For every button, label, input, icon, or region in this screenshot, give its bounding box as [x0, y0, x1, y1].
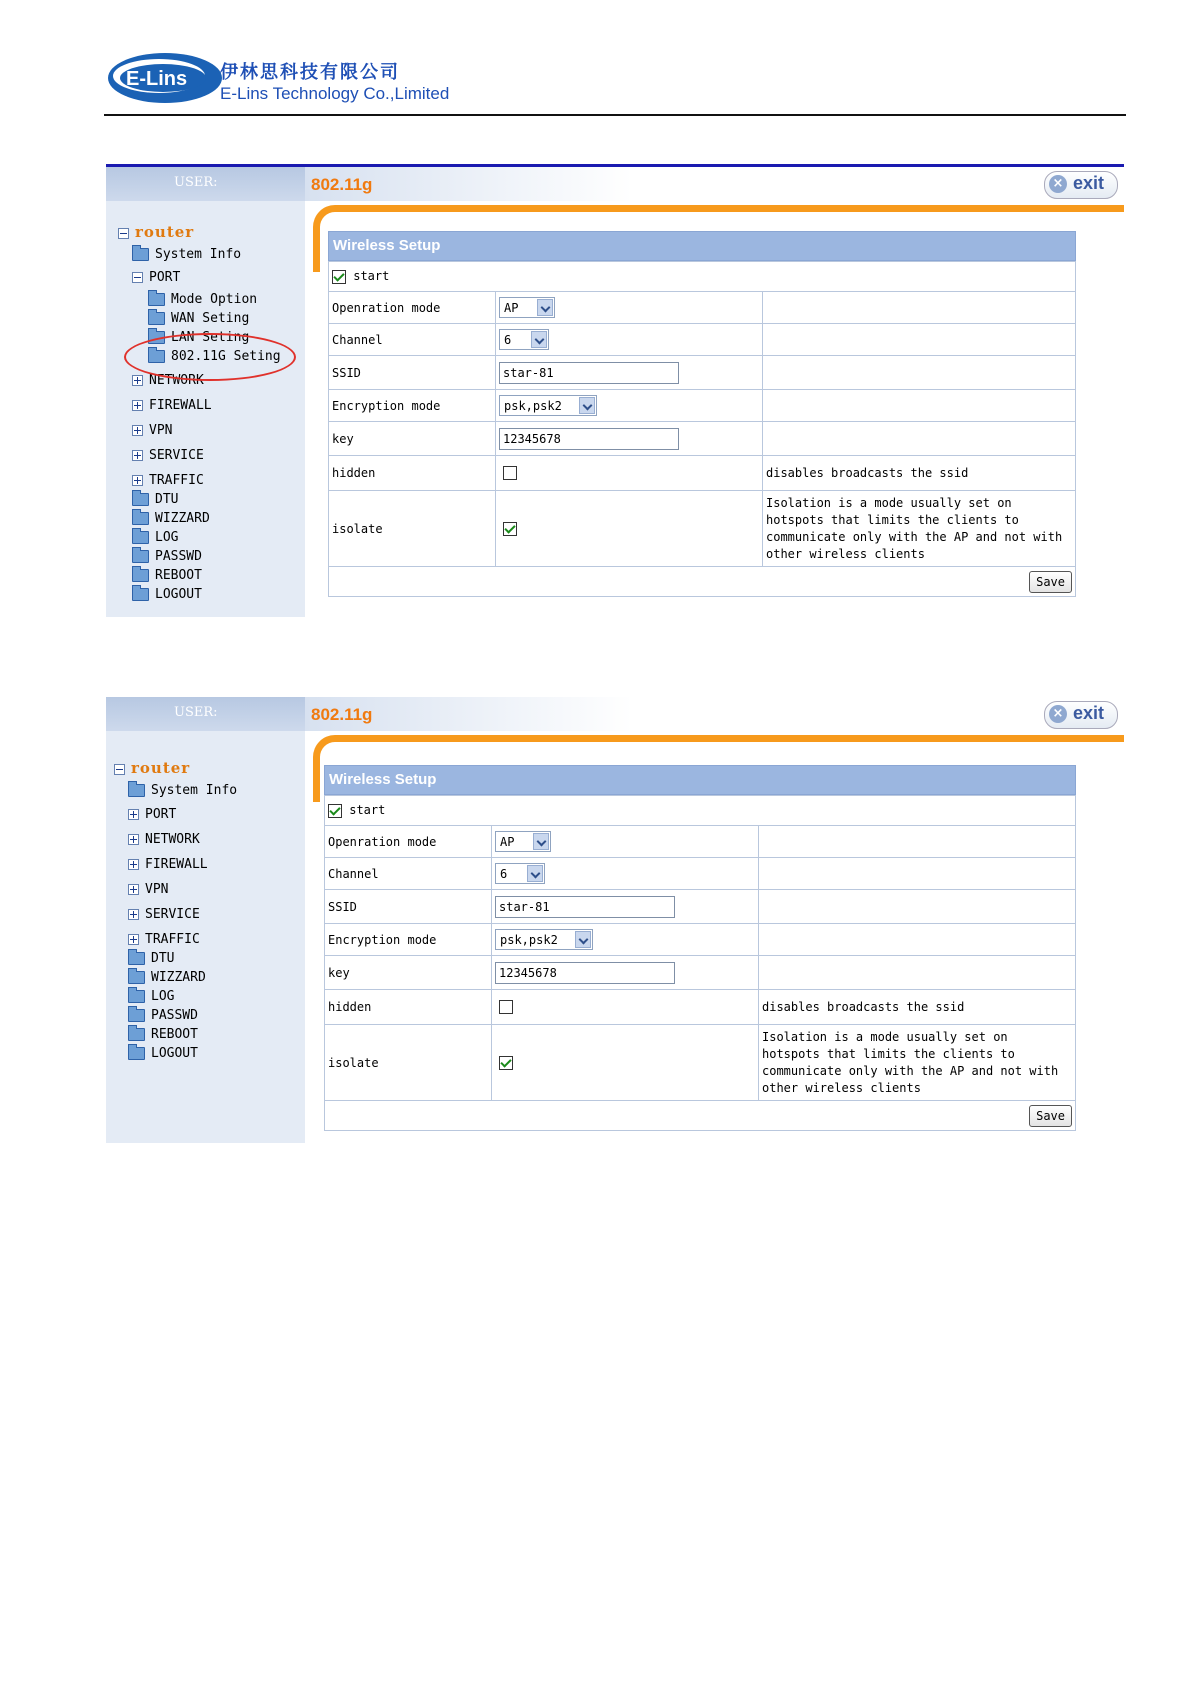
wireless-form — [328, 261, 1076, 597]
company-name-en: E-Lins Technology Co.,Limited — [220, 84, 450, 103]
hidden-label: hidden — [325, 990, 492, 1025]
tree-item-port[interactable]: PORT — [128, 806, 176, 824]
tree-item-802-11g-seting[interactable]: 802.11G Seting — [148, 348, 281, 366]
channel-select[interactable]: 6 — [499, 329, 549, 350]
start-row — [329, 262, 1076, 292]
exit-label: exit — [1073, 703, 1105, 723]
folder-icon — [148, 293, 165, 306]
collapse-icon[interactable] — [132, 272, 143, 283]
ssid-label: SSID — [325, 890, 492, 924]
expand-icon[interactable] — [128, 934, 139, 945]
encryption-mode-label: Encryption mode — [325, 924, 492, 956]
tree-item-dtu[interactable]: DTU — [128, 950, 174, 968]
isolate-description: Isolation is a mode usually set on hotspots that limits the clients to communicate only with the AP and not with other wireless clients — [759, 1025, 1076, 1101]
wireless-setup-panel — [328, 231, 1076, 597]
chevron-down-icon — [579, 397, 595, 414]
logo-text: E-Lins — [126, 68, 188, 90]
isolate-checkbox[interactable] — [499, 1056, 513, 1070]
encryption-mode-select[interactable]: psk,psk2 — [499, 395, 597, 416]
page-title: 802.11g — [311, 175, 373, 194]
folder-icon — [128, 971, 145, 984]
tree-item-log[interactable]: LOG — [132, 529, 178, 547]
chevron-down-icon — [533, 833, 549, 850]
collapse-icon[interactable] — [114, 764, 125, 775]
panel-title: Wireless Setup — [328, 231, 1076, 261]
tree-item-network[interactable]: NETWORK — [132, 372, 204, 390]
tree-root[interactable]: router — [118, 223, 194, 241]
top-bar — [305, 697, 1124, 731]
tree-root[interactable]: router — [114, 759, 190, 777]
folder-icon — [128, 1009, 145, 1022]
folder-icon — [132, 588, 149, 601]
tree-item-wizzard[interactable]: WIZZARD — [132, 510, 210, 528]
top-bar — [305, 167, 1124, 201]
ssid-label: SSID — [329, 356, 496, 390]
expand-icon[interactable] — [132, 400, 143, 411]
folder-icon — [132, 569, 149, 582]
wireless-form — [324, 795, 1076, 1131]
tree-item-wan-seting[interactable]: WAN Seting — [148, 310, 249, 328]
tree-item-reboot[interactable]: REBOOT — [128, 1026, 198, 1044]
key-input[interactable]: 12345678 — [499, 428, 679, 450]
tree-item-service[interactable]: SERVICE — [128, 906, 200, 924]
tree-item-system-info[interactable]: System Info — [128, 782, 237, 800]
collapse-icon[interactable] — [118, 228, 129, 239]
start-checkbox[interactable] — [328, 804, 342, 818]
start-label: start — [353, 269, 390, 284]
highlight-circle — [124, 333, 296, 381]
folder-icon — [128, 1047, 145, 1060]
folder-icon — [128, 990, 145, 1003]
encryption-mode-label: Encryption mode — [329, 390, 496, 422]
tree-item-dtu[interactable]: DTU — [132, 491, 178, 509]
router-screenshot-collapsed — [106, 697, 1124, 1143]
expand-icon[interactable] — [128, 909, 139, 920]
start-checkbox[interactable] — [332, 270, 346, 284]
expand-icon[interactable] — [128, 834, 139, 845]
tree-item-mode-option[interactable]: Mode Option — [148, 291, 257, 309]
folder-icon — [132, 493, 149, 506]
encryption-mode-select[interactable]: psk,psk2 — [495, 929, 593, 950]
expand-icon[interactable] — [132, 425, 143, 436]
expand-icon[interactable] — [128, 809, 139, 820]
key-label: key — [329, 422, 496, 456]
e-lins-logo — [106, 50, 224, 106]
key-input[interactable]: 12345678 — [495, 962, 675, 984]
exit-button[interactable] — [1044, 701, 1118, 729]
hidden-description: disables broadcasts the ssid — [759, 990, 1076, 1025]
user-label: USER: — [174, 705, 218, 720]
expand-icon[interactable] — [132, 375, 143, 386]
folder-icon — [132, 248, 149, 261]
chevron-down-icon — [575, 931, 591, 948]
folder-icon — [128, 952, 145, 965]
tree-item-wizzard[interactable]: WIZZARD — [128, 969, 206, 987]
tree-item-vpn[interactable]: VPN — [128, 881, 168, 899]
user-label: USER: — [174, 175, 218, 190]
folder-icon — [132, 531, 149, 544]
close-icon: × — [1049, 175, 1067, 193]
tree-item-passwd[interactable]: PASSWD — [132, 548, 202, 566]
hidden-label: hidden — [329, 456, 496, 491]
tree-item-reboot[interactable]: REBOOT — [132, 567, 202, 585]
channel-label: Channel — [329, 324, 496, 356]
operation-mode-label: Openration mode — [325, 826, 492, 858]
company-name-cn: 伊林思科技有限公司 — [220, 62, 400, 83]
chevron-down-icon — [531, 331, 547, 348]
chevron-down-icon — [527, 865, 543, 882]
tree-item-log[interactable]: LOG — [128, 988, 174, 1006]
folder-icon — [132, 550, 149, 563]
operation-mode-select[interactable]: AP — [495, 831, 551, 852]
tree-item-port[interactable]: PORT — [132, 269, 180, 287]
start-row — [325, 796, 1076, 826]
tree-item-logout[interactable]: LOGOUT — [128, 1045, 198, 1063]
user-bar — [106, 167, 305, 201]
tree-item-firewall[interactable]: FIREWALL — [128, 856, 208, 874]
tree-item-firewall[interactable]: FIREWALL — [132, 397, 212, 415]
folder-icon — [128, 1028, 145, 1041]
channel-label: Channel — [325, 858, 492, 890]
tree-item-traffic[interactable]: TRAFFIC — [132, 472, 204, 490]
tree-item-vpn[interactable]: VPN — [132, 422, 172, 440]
user-bar — [106, 697, 305, 731]
folder-icon — [132, 512, 149, 525]
wireless-setup-panel — [324, 765, 1076, 1131]
channel-select[interactable]: 6 — [495, 863, 545, 884]
isolate-checkbox[interactable] — [503, 522, 517, 536]
tree-item-service[interactable]: SERVICE — [132, 447, 204, 465]
panel-title: Wireless Setup — [324, 765, 1076, 795]
hidden-description: disables broadcasts the ssid — [763, 456, 1076, 491]
isolate-description: Isolation is a mode usually set on hotspots that limits the clients to communicate only with the AP and not with other wireless clients — [763, 491, 1076, 567]
header-divider — [104, 114, 1126, 116]
tree-item-lan-seting[interactable]: LAN Seting — [148, 329, 249, 347]
save-button[interactable]: Save — [1029, 571, 1072, 593]
ssid-input[interactable]: star-81 — [499, 362, 679, 384]
company-name — [220, 62, 449, 104]
expand-icon[interactable] — [128, 859, 139, 870]
expand-icon[interactable] — [132, 450, 143, 461]
tree-item-system-info[interactable]: System Info — [132, 246, 241, 264]
exit-label: exit — [1073, 173, 1105, 193]
tree-item-logout[interactable]: LOGOUT — [132, 586, 202, 604]
isolate-label: isolate — [325, 1025, 492, 1101]
key-label: key — [325, 956, 492, 990]
folder-icon — [148, 312, 165, 325]
hidden-checkbox[interactable] — [499, 1000, 513, 1014]
tree-item-network[interactable]: NETWORK — [128, 831, 200, 849]
folder-icon — [128, 784, 145, 797]
chevron-down-icon — [537, 299, 553, 316]
start-label: start — [349, 803, 386, 818]
ssid-input[interactable]: star-81 — [495, 896, 675, 918]
page-title: 802.11g — [311, 705, 373, 724]
operation-mode-label: Openration mode — [329, 292, 496, 324]
router-screenshot-expanded — [106, 164, 1124, 617]
expand-icon[interactable] — [128, 884, 139, 895]
isolate-label: isolate — [329, 491, 496, 567]
tree-item-passwd[interactable]: PASSWD — [128, 1007, 198, 1025]
close-icon: × — [1049, 705, 1067, 723]
tree-item-traffic[interactable]: TRAFFIC — [128, 931, 200, 949]
exit-button[interactable] — [1044, 171, 1118, 199]
hidden-checkbox[interactable] — [503, 466, 517, 480]
operation-mode-select[interactable]: AP — [499, 297, 555, 318]
save-button[interactable]: Save — [1029, 1105, 1072, 1127]
expand-icon[interactable] — [132, 475, 143, 486]
